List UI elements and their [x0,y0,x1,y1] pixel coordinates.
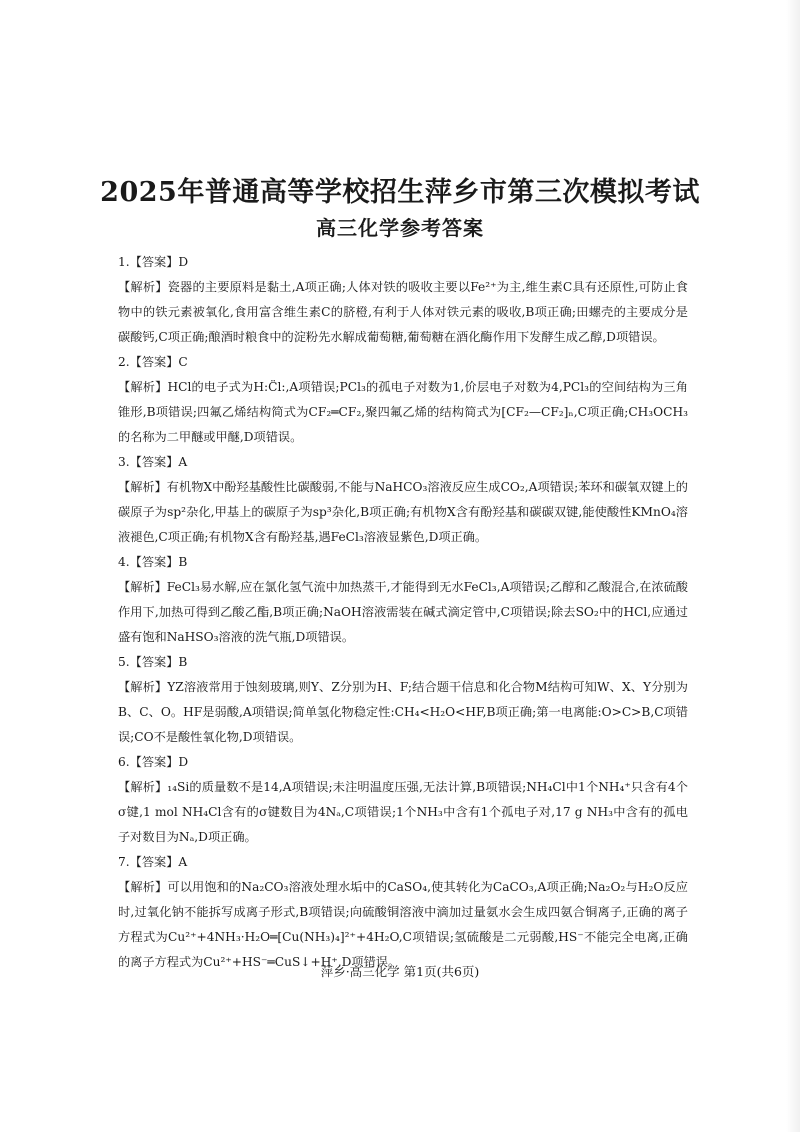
question-item-3 [118,450,688,550]
analysis-text: 【解析】有机物X中酚羟基酸性比碳酸弱,不能与NaHCO₃溶液反应生成CO₂,A项错误;苯环和碳氧双键上的碳原子为sp²杂化,甲基上的碳原子为sp³杂化,B项正确;有机物X含有酚羟基和碳碳双键,能使酸性KMnO₄溶液褪色,C项正确;有机物X含有酚羟基,遇FeCl₃溶液显紫色,D项正确。 [118,480,688,544]
question-item-5 [118,650,688,750]
question-item-7 [118,850,688,975]
question-item-2 [118,350,688,450]
question-item-1 [118,250,688,350]
analysis-text: 【解析】瓷器的主要原料是黏土,A项正确;人体对铁的吸收主要以Fe²⁺为主,维生素C具有还原性,可防止食物中的铁元素被氧化,食用富含维生素C的脐橙,有利于人体对铁元素的吸收,B项正确;田螺壳的主要成分是碳酸钙,C项正确;酿酒时粮食中的淀粉先水解成葡萄糖,葡萄糖在酒化酶作用下发酵生成乙醇,D项错误。 [118,280,688,344]
page-title: 2025年普通高等学校招生萍乡市第三次模拟考试 [100,177,700,208]
answer-line: 7.【答案】A [118,855,188,869]
page-subtitle: 高三化学参考答案 [316,216,484,240]
answer-line: 1.【答案】D [118,255,189,269]
answer-line: 5.【答案】B [118,655,188,669]
answer-line: 2.【答案】C [118,355,188,369]
analysis-text: 【解析】可以用饱和的Na₂CO₃溶液处理水垢中的CaSO₄,使其转化为CaCO₃,A项正确;Na₂O₂与H₂O反应时,过氧化钠不能拆写成离子形式,B项错误;向硫酸铜溶液中滴加过量氨水会生成四氨合铜离子,正确的离子方程式为Cu²⁺+4NH₃·H₂O═[Cu(NH₃)₄]²⁺+4H₂O,C项错误;氢硫酸是二元弱酸,HS⁻不能完全电离,正确的离子方程式为Cu²⁺+HS⁻═CuS↓+H⁺,D项错误。 [118,880,688,969]
analysis-text: 【解析】₁₄Si的质量数不是14,A项错误;未注明温度压强,无法计算,B项错误;NH₄Cl中1个NH₄⁺只含有4个σ键,1 mol NH₄Cl含有的σ键数目为4Nₐ,C项错误;1个NH₃中含有1个孤电子对,17 g NH₃中含有的孤电子对数目为Nₐ,D项正确。 [118,780,688,844]
question-item-6 [118,750,688,850]
answer-line: 6.【答案】D [118,755,189,769]
analysis-text: 【解析】HCl的电子式为H:C̈l:,A项错误;PCl₃的孤电子对数为1,价层电子对数为4,PCl₃的空间结构为三角锥形,B项错误;四氟乙烯结构简式为CF₂═CF₂,聚四氟乙烯的结构简式为[CF₂—CF₂]ₙ,C项正确;CH₃OCH₃的名称为二甲醚或甲醚,D项错误。 [118,380,688,444]
analysis-text: 【解析】YZ溶液常用于蚀刻玻璃,则Y、Z分别为H、F;结合题干信息和化合物M结构可知W、X、Y分别为B、C、O。HF是弱酸,A项错误;简单氢化物稳定性:CH₄<H₂O<HF,B项正确;第一电离能:O>C>B,C项错误;CO不是酸性氧化物,D项错误。 [118,680,688,744]
analysis-text: 【解析】FeCl₃易水解,应在氯化氢气流中加热蒸干,才能得到无水FeCl₃,A项错误;乙醇和乙酸混合,在浓硫酸作用下,加热可得到乙酸乙酯,B项正确;NaOH溶液需装在碱式滴定管中,C项错误;除去SO₂中的HCl,应通过盛有饱和NaHSO₃溶液的洗气瓶,D项错误。 [118,580,688,644]
answer-line: 4.【答案】B [118,555,188,569]
page-footer: 萍乡·高三化学 第1页(共6页) [320,964,480,979]
question-item-4 [118,550,688,650]
answer-line: 3.【答案】A [118,455,188,469]
answer-list [118,250,688,975]
scan-edge-shadow [786,0,800,1132]
